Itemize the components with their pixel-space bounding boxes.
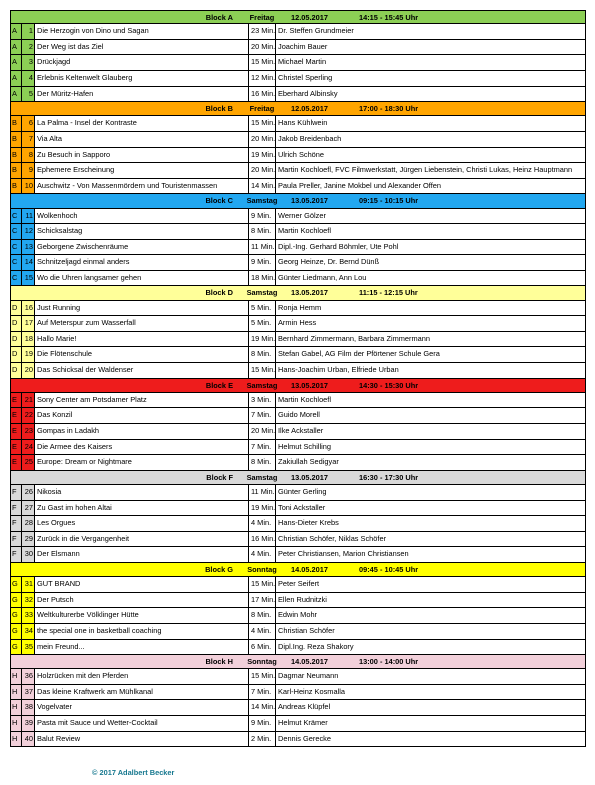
film-number: 37: [22, 685, 35, 700]
block-letter: C: [11, 224, 22, 239]
film-title: Das Schicksal der Waldenser: [35, 363, 249, 378]
film-authors: Ellen Rudnitzki: [278, 594, 327, 604]
film-number: 38: [22, 700, 35, 715]
block-header: [10, 10, 586, 24]
film-number: 32: [22, 593, 35, 608]
film-title: Auschwitz - Von Massenmördern und Touristenmassen: [35, 179, 249, 194]
table-row: [10, 148, 586, 164]
block-letter: G: [11, 593, 22, 608]
block-letter: B: [11, 132, 22, 147]
block-letter: E: [11, 408, 22, 423]
film-number: 11: [22, 209, 35, 224]
film-authors: Andreas Klüpfel: [278, 702, 331, 712]
block-header: [10, 379, 586, 393]
film-title: Der Putsch: [35, 593, 249, 608]
film-title: Der Weg ist das Ziel: [35, 40, 249, 55]
block-header: [10, 194, 586, 208]
film-number: 15: [22, 271, 35, 286]
block-letter: H: [11, 700, 22, 715]
block-date: 12.05.2017: [291, 104, 328, 114]
film-number: 26: [22, 485, 35, 500]
film-duration: 8 Min.: [249, 347, 276, 362]
block-letter: B: [11, 179, 22, 194]
block-letter: D: [11, 332, 22, 347]
film-number: 23: [22, 424, 35, 439]
film-number: 27: [22, 501, 35, 516]
film-authors: Ilke Ackstaller: [278, 426, 324, 435]
table-row: [10, 640, 586, 656]
block-time: 13:00 - 14:00 Uhr: [359, 657, 419, 667]
film-title: Nikosia: [35, 485, 249, 500]
copyright-note: © 2017 Adalbert Becker: [92, 768, 175, 777]
film-authors: Dipl.-Ing. Gerhard Böhmler, Ute Pohl: [278, 241, 399, 251]
block-header: [10, 655, 586, 669]
film-title: Schnitzeljagd einmal anders: [35, 255, 249, 270]
film-title: mein Freund...: [35, 640, 249, 655]
table-row: [10, 669, 586, 685]
table-row: [10, 163, 586, 179]
film-title: Vogelvater: [35, 700, 249, 715]
table-row: [10, 71, 586, 87]
film-authors: Helmut Schilling: [278, 441, 331, 451]
film-title: Gompas in Ladakh: [35, 424, 249, 439]
film-duration: 20 Min.: [249, 40, 276, 55]
film-number: 12: [22, 224, 35, 239]
film-authors: Dr. Steffen Grundmeier: [278, 26, 354, 36]
block-letter: B: [11, 116, 22, 131]
block-letter: H: [11, 669, 22, 684]
block-name: Block C: [205, 196, 233, 206]
block-letter: A: [11, 40, 22, 55]
table-row: [10, 209, 586, 225]
film-title: Zu Gast im hohen Altai: [35, 501, 249, 516]
block-time: 17:00 - 18:30 Uhr: [359, 104, 419, 114]
film-duration: 11 Min.: [249, 240, 276, 255]
block-day: Sonntag: [247, 657, 277, 667]
film-title: the special one in basketball coaching: [35, 624, 249, 639]
film-number: 25: [22, 455, 35, 470]
block-letter: G: [11, 624, 22, 639]
film-number: 3: [22, 55, 35, 70]
block-time: 14:15 - 15:45 Uhr: [359, 13, 419, 22]
film-duration: 4 Min.: [249, 516, 276, 531]
film-number: 14: [22, 255, 35, 270]
block-letter: E: [11, 455, 22, 470]
table-row: [10, 179, 586, 195]
film-duration: 6 Min.: [249, 640, 276, 655]
block-name: Block E: [205, 380, 233, 390]
table-row: [10, 608, 586, 624]
film-number: 40: [22, 732, 35, 747]
block-date: 14.05.2017: [291, 657, 328, 667]
block-letter: C: [11, 240, 22, 255]
film-number: 33: [22, 608, 35, 623]
table-row: [10, 24, 586, 40]
film-authors: Günter Gerling: [278, 486, 327, 496]
film-title: Europe: Dream or Nightmare: [35, 455, 249, 470]
film-authors: Stefan Gabel, AG Film der Pförtener Schule Gera: [278, 349, 440, 359]
film-authors: Eberhard Albinsky: [278, 88, 338, 98]
block-letter: F: [11, 501, 22, 516]
film-number: 21: [22, 393, 35, 408]
film-authors: Hans-Joachim Urban, Elfriede Urban: [278, 365, 399, 375]
table-row: [10, 685, 586, 701]
film-authors: Karl-Heinz Kosmalla: [278, 686, 345, 696]
film-number: 31: [22, 577, 35, 592]
film-title: Sony Center am Potsdamer Platz: [35, 393, 249, 408]
block-day: Samstag: [246, 196, 278, 206]
film-duration: 7 Min.: [249, 685, 276, 700]
film-number: 9: [22, 163, 35, 178]
film-duration: 7 Min.: [249, 440, 276, 455]
block-letter: A: [11, 24, 22, 39]
film-number: 30: [22, 547, 35, 562]
film-authors: Martin Kochloefl: [278, 226, 331, 236]
film-number: 24: [22, 440, 35, 455]
film-title: Der Müritz-Hafen: [35, 87, 249, 102]
film-duration: 15 Min.: [249, 55, 276, 70]
film-authors: Paula Preller, Janine Mokbel und Alexander Offen: [278, 180, 441, 190]
film-authors: Hans Kühlwein: [278, 118, 328, 128]
table-row: [10, 408, 586, 424]
block-date: 12.05.2017: [291, 13, 328, 22]
block-letter: C: [11, 255, 22, 270]
table-row: [10, 547, 586, 563]
table-row: [10, 593, 586, 609]
film-number: 5: [22, 87, 35, 102]
film-title: Ephemere Erscheinung: [35, 163, 249, 178]
film-duration: 20 Min.: [249, 424, 276, 439]
block-letter: D: [11, 316, 22, 331]
block-name: Block F: [206, 472, 233, 482]
film-title: Wo die Uhren langsamer gehen: [35, 271, 249, 286]
block-date: 13.05.2017: [291, 196, 328, 206]
film-title: Hallo Marie!: [35, 332, 249, 347]
block-letter: A: [11, 55, 22, 70]
film-title: Les Orgues: [35, 516, 249, 531]
film-title: Balut Review: [35, 732, 249, 747]
block-name: Block G: [205, 564, 233, 574]
film-title: Schicksalstag: [35, 224, 249, 239]
film-title: Auf Meterspur zum Wasserfall: [35, 316, 249, 331]
block-letter: H: [11, 716, 22, 731]
film-number: 18: [22, 332, 35, 347]
block-letter: D: [11, 363, 22, 378]
film-authors: Werner Gölzer: [278, 210, 326, 220]
block-day: Sonntag: [247, 564, 277, 574]
table-row: [10, 485, 586, 501]
film-duration: 20 Min.: [249, 163, 276, 178]
schedule-table: [10, 10, 586, 747]
film-duration: 15 Min.: [249, 577, 276, 592]
film-number: 7: [22, 132, 35, 147]
block-letter: H: [11, 732, 22, 747]
table-row: [10, 440, 586, 456]
film-authors: Hans-Dieter Krebs: [278, 518, 339, 528]
film-authors: Dennis Gerecke: [278, 733, 331, 743]
table-row: [10, 271, 586, 287]
table-row: [10, 132, 586, 148]
block-letter: G: [11, 608, 22, 623]
table-row: [10, 255, 586, 271]
table-row: [10, 532, 586, 548]
table-row: [10, 455, 586, 471]
film-title: Drückjagd: [35, 55, 249, 70]
film-duration: 11 Min.: [249, 485, 276, 500]
film-title: Wolkenhoch: [35, 209, 249, 224]
film-duration: 4 Min.: [249, 624, 276, 639]
film-duration: 15 Min.: [249, 363, 276, 378]
block-letter: A: [11, 71, 22, 86]
film-title: Geborgene Zwischenräume: [35, 240, 249, 255]
table-row: [10, 732, 586, 748]
film-authors: Joachim Bauer: [278, 41, 328, 51]
film-number: 4: [22, 71, 35, 86]
block-day: Samstag: [246, 380, 278, 390]
block-day: Samstag: [246, 472, 278, 482]
film-title: Erlebnis Keltenwelt Glauberg: [35, 71, 249, 86]
film-authors: Christian Schöfer, Niklas Schöfer: [278, 533, 387, 543]
film-number: 10: [22, 179, 35, 194]
block-letter: E: [11, 440, 22, 455]
film-duration: 23 Min.: [249, 24, 276, 39]
film-number: 13: [22, 240, 35, 255]
film-number: 39: [22, 716, 35, 731]
block-date: 14.05.2017: [291, 564, 328, 574]
film-number: 2: [22, 40, 35, 55]
block-day: Freitag: [249, 13, 275, 22]
film-duration: 17 Min.: [249, 593, 276, 608]
block-letter: C: [11, 271, 22, 286]
film-duration: 18 Min.: [249, 271, 276, 286]
block-date: 13.05.2017: [291, 288, 328, 298]
block-letter: F: [11, 547, 22, 562]
table-row: [10, 501, 586, 517]
film-duration: 2 Min.: [249, 732, 276, 747]
block-letter: B: [11, 148, 22, 163]
block-header: [10, 286, 586, 300]
film-number: 20: [22, 363, 35, 378]
film-number: 34: [22, 624, 35, 639]
film-title: Just Running: [35, 301, 249, 316]
film-authors: Zakiullah Sedigyar: [278, 457, 339, 467]
block-header: [10, 102, 586, 116]
film-authors: Dagmar Neumann: [278, 671, 339, 681]
block-letter: H: [11, 685, 22, 700]
film-duration: 19 Min.: [249, 148, 276, 163]
film-duration: 16 Min.: [249, 532, 276, 547]
block-name: Block B: [205, 104, 233, 114]
film-authors: Ulrich Schöne: [278, 149, 325, 159]
film-title: Weltkulturerbe Völklinger Hütte: [35, 608, 249, 623]
table-row: [10, 700, 586, 716]
block-letter: E: [11, 393, 22, 408]
film-title: Zu Besuch in Sapporo: [35, 148, 249, 163]
block-date: 13.05.2017: [291, 380, 328, 390]
table-row: [10, 316, 586, 332]
film-number: 19: [22, 347, 35, 362]
film-duration: 3 Min.: [249, 393, 276, 408]
block-letter: E: [11, 424, 22, 439]
film-duration: 14 Min.: [249, 700, 276, 715]
block-time: 09:15 - 10:15 Uhr: [359, 196, 419, 206]
film-title: GUT BRAND: [35, 577, 249, 592]
table-row: [10, 716, 586, 732]
film-title: Pasta mit Sauce und Wetter-Cocktail: [35, 716, 249, 731]
block-time: 11:15 - 12:15 Uhr: [359, 288, 418, 298]
film-duration: 9 Min.: [249, 255, 276, 270]
film-duration: 4 Min.: [249, 547, 276, 562]
film-number: 22: [22, 408, 35, 423]
film-number: 17: [22, 316, 35, 331]
table-row: [10, 424, 586, 440]
film-duration: 5 Min.: [249, 316, 276, 331]
film-duration: 20 Min.: [249, 132, 276, 147]
block-letter: B: [11, 163, 22, 178]
film-title: Die Flötenschule: [35, 347, 249, 362]
film-authors: Günter Liedmann, Ann Lou: [278, 272, 367, 282]
film-duration: 9 Min.: [249, 716, 276, 731]
film-title: La Palma - Insel der Kontraste: [35, 116, 249, 131]
block-day: Freitag: [249, 104, 275, 114]
film-authors: Christel Sperling: [278, 72, 333, 82]
film-title: Via Alta: [35, 132, 249, 147]
film-title: Die Herzogin von Dino und Sagan: [35, 24, 249, 39]
block-name: Block A: [205, 13, 233, 22]
film-number: 36: [22, 669, 35, 684]
block-letter: G: [11, 640, 22, 655]
block-time: 16:30 - 17:30 Uhr: [359, 472, 419, 482]
block-name: Block H: [205, 657, 233, 667]
film-duration: 8 Min.: [249, 608, 276, 623]
block-letter: D: [11, 347, 22, 362]
block-header: [10, 563, 586, 577]
block-letter: A: [11, 87, 22, 102]
film-number: 16: [22, 301, 35, 316]
film-duration: 5 Min.: [249, 301, 276, 316]
film-authors: Georg Heinze, Dr. Bernd Dünß: [278, 257, 380, 267]
block-letter: F: [11, 485, 22, 500]
film-authors: Peter Seifert: [278, 579, 320, 589]
film-duration: 16 Min.: [249, 87, 276, 102]
film-authors: Ronja Hemm: [278, 302, 322, 312]
film-duration: 12 Min.: [249, 71, 276, 86]
film-authors: Peter Christiansen, Marion Christiansen: [278, 549, 409, 559]
block-name: Block D: [205, 288, 233, 298]
film-duration: 8 Min.: [249, 455, 276, 470]
block-letter: C: [11, 209, 22, 224]
table-row: [10, 55, 586, 71]
table-row: [10, 393, 586, 409]
film-authors: Edwin Mohr: [278, 610, 318, 620]
block-date: 13.05.2017: [291, 472, 328, 482]
film-authors: Martin Kochloefl, FVC Filmwerkstatt, Jürgen Liebenstein, Christi Lukas, Heinz Hauptmann: [278, 165, 573, 175]
film-duration: 9 Min.: [249, 209, 276, 224]
table-row: [10, 240, 586, 256]
film-title: Der Elsmann: [35, 547, 249, 562]
table-row: [10, 116, 586, 132]
film-duration: 15 Min.: [249, 669, 276, 684]
block-letter: G: [11, 577, 22, 592]
film-duration: 14 Min.: [249, 179, 276, 194]
block-header: [10, 471, 586, 485]
table-row: [10, 577, 586, 593]
film-number: 28: [22, 516, 35, 531]
film-authors: Armin Hess: [278, 318, 317, 328]
film-number: 6: [22, 116, 35, 131]
table-row: [10, 40, 586, 56]
film-duration: 19 Min.: [249, 332, 276, 347]
film-authors: Michael Martin: [278, 57, 327, 67]
table-row: [10, 301, 586, 317]
film-duration: 19 Min.: [249, 501, 276, 516]
film-number: 29: [22, 532, 35, 547]
film-duration: 8 Min.: [249, 224, 276, 239]
block-letter: F: [11, 516, 22, 531]
block-day: Samstag: [246, 288, 278, 298]
table-row: [10, 363, 586, 379]
film-authors: Guido Morell: [278, 410, 320, 420]
film-authors: Bernhard Zimmermann, Barbara Zimmermann: [278, 333, 430, 343]
block-letter: D: [11, 301, 22, 316]
table-row: [10, 347, 586, 363]
film-duration: 15 Min.: [249, 116, 276, 131]
film-title: Die Armee des Kaisers: [35, 440, 249, 455]
film-title: Zurück in die Vergangenheit: [35, 532, 249, 547]
film-duration: 7 Min.: [249, 408, 276, 423]
table-row: [10, 87, 586, 103]
block-time: 09:45 - 10:45 Uhr: [359, 564, 419, 574]
film-authors: Dipl.Ing. Reza Shakory: [278, 641, 354, 651]
block-letter: F: [11, 532, 22, 547]
film-authors: Toni Ackstaller: [278, 502, 326, 512]
table-row: [10, 624, 586, 640]
table-row: [10, 332, 586, 348]
table-row: [10, 224, 586, 240]
block-time: 14:30 - 15:30 Uhr: [359, 380, 419, 390]
film-number: 8: [22, 148, 35, 163]
film-authors: Christian Schöfer: [278, 625, 335, 635]
film-authors: Martin Kochloefl: [278, 394, 331, 404]
film-authors: Jakob Breidenbach: [278, 133, 342, 143]
film-title: Das Konzil: [35, 408, 249, 423]
film-title: Holzrücken mit den Pferden: [35, 669, 249, 684]
film-title: Das kleine Kraftwerk am Mühlkanal: [35, 685, 249, 700]
film-authors: Helmut Krämer: [278, 718, 328, 728]
table-row: [10, 516, 586, 532]
film-number: 1: [22, 24, 35, 39]
film-number: 35: [22, 640, 35, 655]
